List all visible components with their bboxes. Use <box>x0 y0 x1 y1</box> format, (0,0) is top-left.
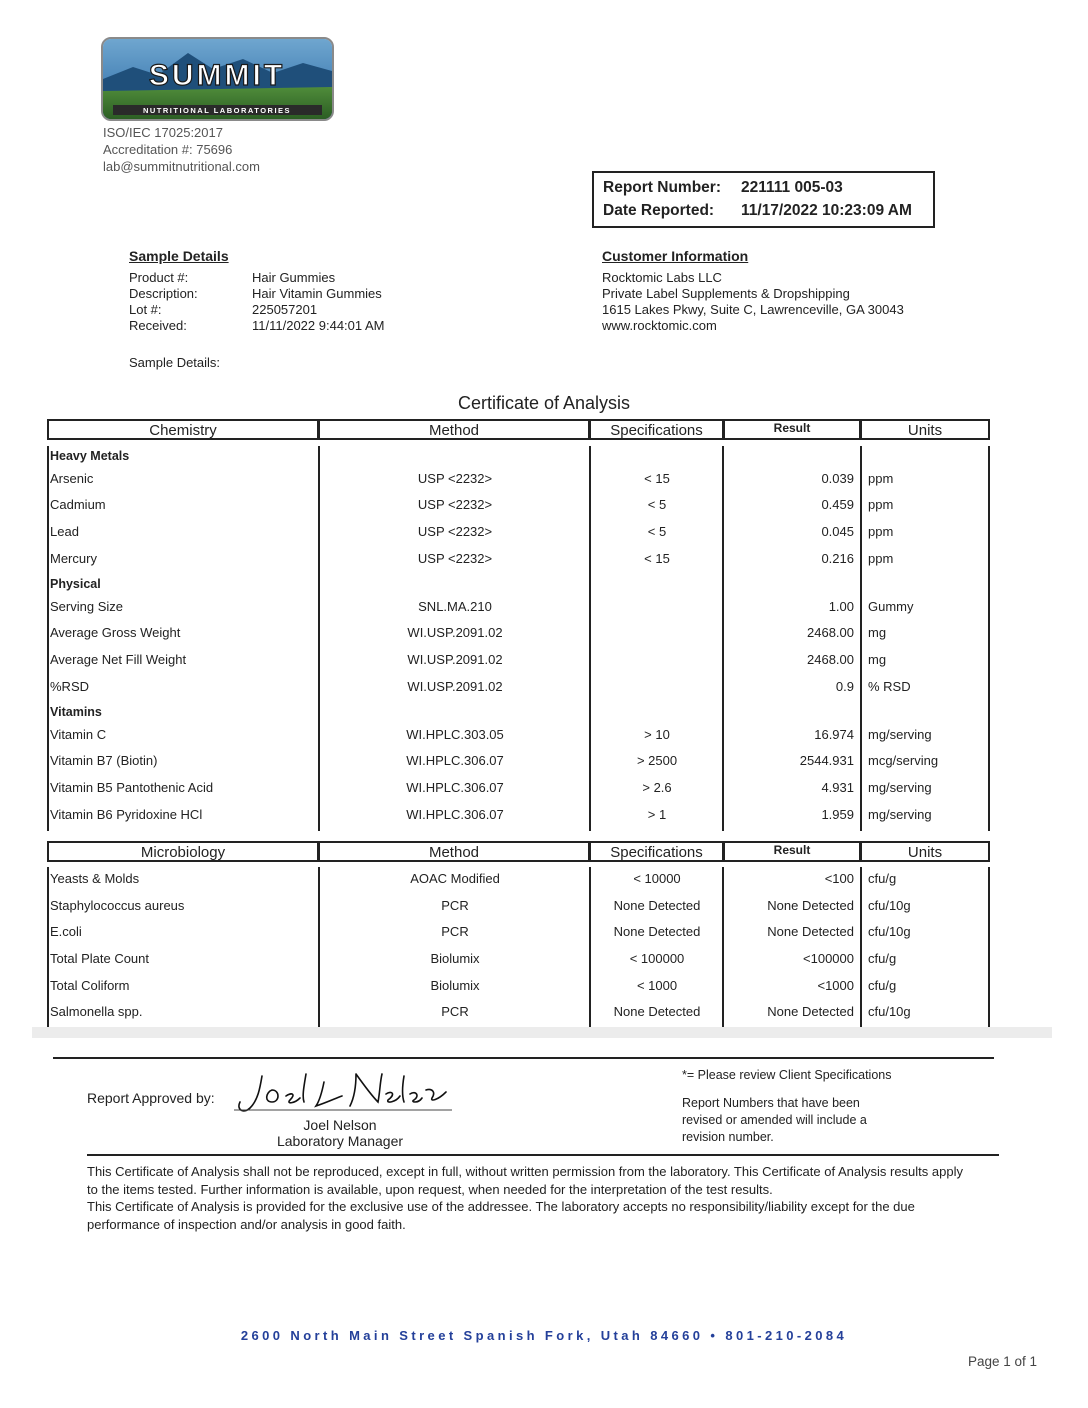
divider-bottom <box>87 1154 999 1156</box>
chem-name-cell: Vitamin B6 Pyridoxine HCl <box>50 807 203 822</box>
micro-specifications-header: Specifications <box>589 841 724 862</box>
micro-units-cell: cfu/10g <box>868 1004 911 1019</box>
specifications-header: Specifications <box>589 419 724 440</box>
chem-name-cell: Mercury <box>50 551 97 566</box>
disclaimer-line1: This Certificate of Analysis shall not be reproduced, except in full, without written permission from the laboratory. This Certificate of Analysis results apply <box>87 1164 963 1179</box>
chem-units-cell: ppm <box>868 497 894 512</box>
chem-spec-cell: < 15 <box>644 471 670 486</box>
sample-details <box>129 270 429 340</box>
chem-method-cell: WI.HPLC.306.07 <box>406 807 504 822</box>
micro-units-cell: cfu/g <box>868 871 897 886</box>
sample-details-label: Sample Details: <box>129 355 221 370</box>
micro-name-cell: Staphylococcus aureus <box>50 898 185 913</box>
description-label: Description: <box>129 286 198 301</box>
chem-name-cell: Arsenic <box>50 471 94 486</box>
chem-units-cell: ppm <box>868 524 894 539</box>
units-header: Units <box>860 419 990 440</box>
lab-info <box>103 124 260 175</box>
micro-spec-cell: None Detected <box>613 924 701 939</box>
micro-spec-cell: None Detected <box>613 898 701 913</box>
chem-method-cell: WI.HPLC.303.05 <box>406 727 504 742</box>
chem-units-cell: mg/serving <box>868 727 932 742</box>
micro-result-cell: <100000 <box>803 951 854 966</box>
category-physical: Physical <box>50 577 101 591</box>
signature <box>232 1068 454 1118</box>
product-value: Hair Gummies <box>252 270 336 285</box>
micro-name-cell: Total Plate Count <box>50 951 150 966</box>
chem-name-cell: Vitamin B7 (Biotin) <box>50 753 158 768</box>
chem-name-cell: Average Net Fill Weight <box>50 652 187 667</box>
customer-address: 1615 Lakes Pkwy, Suite C, Lawrenceville, GA 30043 <box>602 302 904 317</box>
chem-method-cell: WI.USP.2091.02 <box>407 679 503 694</box>
summit-logo <box>101 37 334 121</box>
received-value: 11/11/2022 9:44:01 AM <box>252 318 385 333</box>
chem-method-cell: WI.HPLC.306.07 <box>406 780 504 795</box>
micro-divider-4 <box>860 867 862 1027</box>
revision-note <box>682 1095 867 1146</box>
chem-method-cell: WI.USP.2091.02 <box>407 652 503 667</box>
divider-top <box>53 1057 994 1059</box>
micro-units-cell: cfu/g <box>868 951 897 966</box>
report-number: 221111 005-03 <box>741 179 843 196</box>
chem-border-left <box>47 446 49 831</box>
date-reported: 11/17/2022 10:23:09 AM <box>741 202 912 219</box>
chem-result-cell: 0.039 <box>821 471 854 486</box>
chem-result-cell: 2468.00 <box>807 625 854 640</box>
micro-border-right <box>988 867 990 1027</box>
micro-method-cell: Biolumix <box>430 978 480 993</box>
chem-result-cell: 0.216 <box>821 551 854 566</box>
micro-result-cell: None Detected <box>767 924 854 939</box>
chem-name-cell: %RSD <box>50 679 90 694</box>
micro-result-cell: <1000 <box>817 978 854 993</box>
micro-name-cell: Total Coliform <box>50 978 130 993</box>
chem-method-cell: WI.HPLC.306.07 <box>406 753 504 768</box>
micro-units-cell: cfu/g <box>868 978 897 993</box>
approver-name: Joel Nelson <box>303 1117 377 1133</box>
micro-units-cell: cfu/10g <box>868 924 911 939</box>
chem-method-cell: WI.USP.2091.02 <box>407 625 503 640</box>
customer-website: www.rocktomic.com <box>602 318 717 333</box>
chem-name-cell: Vitamin B5 Pantothenic Acid <box>50 780 214 795</box>
chem-spec-cell: > 10 <box>644 727 670 742</box>
chem-method-cell: USP <2232> <box>417 524 493 539</box>
chem-units-cell: Gummy <box>868 599 914 614</box>
iso-accreditation: ISO/IEC 17025:2017 <box>103 125 223 140</box>
chem-method-cell: USP <2232> <box>417 551 493 566</box>
chem-result-cell: 4.931 <box>821 780 854 795</box>
chem-units-cell: % RSD <box>868 679 911 694</box>
category-heavy-metals: Heavy Metals <box>50 449 130 463</box>
chem-spec-cell: > 1 <box>647 807 667 822</box>
micro-method-header: Method <box>318 841 590 862</box>
micro-spec-cell: None Detected <box>613 1004 701 1019</box>
micro-divider-3 <box>722 867 724 1027</box>
disclaimer-line2: to the items tested. Further information is available, upon request, when needed for the interpretation of the test results. <box>87 1181 773 1197</box>
customer-name: Rocktomic Labs LLC <box>602 270 722 285</box>
micro-divider-1 <box>318 867 320 1027</box>
chem-units-cell: ppm <box>868 551 894 566</box>
chem-result-cell: 0.045 <box>821 524 854 539</box>
accreditation-number: Accreditation #: 75696 <box>103 142 233 157</box>
description-value: Hair Vitamin Gummies <box>252 286 382 301</box>
micro-method-cell: PCR <box>441 924 469 939</box>
chem-name-cell: Lead <box>50 524 79 539</box>
micro-result-cell: None Detected <box>767 1004 854 1019</box>
lot-label: Lot #: <box>129 302 162 317</box>
chem-name-cell: Serving Size <box>50 599 123 614</box>
micro-method-cell: Biolumix <box>430 951 480 966</box>
report-number-label: Report Number: <box>603 179 721 196</box>
category-vitamins: Vitamins <box>50 705 102 719</box>
chem-units-cell: ppm <box>868 471 894 486</box>
microbiology-header: Microbiology <box>47 841 319 862</box>
chem-result-cell: 1.959 <box>821 807 854 822</box>
chem-result-cell: 0.9 <box>835 679 854 694</box>
chem-result-cell: 0.459 <box>821 497 854 512</box>
chem-result-cell: 1.00 <box>828 599 854 614</box>
micro-units-header: Units <box>860 841 990 862</box>
logo-tagline: NUTRITIONAL LABORATORIES <box>142 106 292 115</box>
chem-units-cell: mg/serving <box>868 780 932 795</box>
customer-tagline: Private Label Supplements & Dropshipping <box>602 286 850 301</box>
chem-spec-cell: > 2500 <box>636 753 678 768</box>
disclaimer-line4: performance of inspection and/or analysis in good faith. <box>87 1216 406 1232</box>
date-reported-label: Date Reported: <box>603 202 715 219</box>
micro-name-cell: E.coli <box>50 924 82 939</box>
micro-name-cell: Yeasts & Molds <box>50 871 140 886</box>
chem-name-cell: Vitamin C <box>50 727 107 742</box>
report-box <box>592 171 935 228</box>
micro-spec-cell: < 1000 <box>636 978 678 993</box>
table-bottom-band <box>32 1027 1052 1038</box>
disclaimer-line3: This Certificate of Analysis is provided for the exclusive use of the addressee. The laboratory accepts no responsibility/liability except for the due <box>87 1199 915 1214</box>
revision-note-line1: Report Numbers that have been <box>682 1096 860 1110</box>
sample-details-heading: Sample Details <box>129 248 229 264</box>
chem-units-cell: mg/serving <box>868 807 932 822</box>
micro-name-cell: Salmonella spp. <box>50 1004 143 1019</box>
chem-units-cell: mg <box>868 652 887 667</box>
micro-divider-2 <box>589 867 591 1027</box>
micro-method-cell: PCR <box>441 898 469 913</box>
micro-units-cell: cfu/10g <box>868 898 911 913</box>
micro-spec-cell: < 100000 <box>629 951 685 966</box>
chem-method-cell: SNL.MA.210 <box>418 599 492 614</box>
approved-by-label: Report Approved by: <box>87 1090 215 1106</box>
micro-result-cell: <100 <box>824 871 854 886</box>
micro-method-cell: PCR <box>441 1004 469 1019</box>
client-spec-note: *= Please review Client Specifications <box>682 1068 892 1082</box>
chem-spec-cell: < 15 <box>644 551 670 566</box>
chem-spec-cell: < 5 <box>647 497 667 512</box>
micro-border-left <box>47 867 49 1027</box>
page-number: Page 1 of 1 <box>968 1354 1038 1369</box>
chem-border-right <box>988 446 990 831</box>
revision-note-line2: revised or amended will include a <box>682 1113 867 1127</box>
chem-spec-cell: < 5 <box>647 524 667 539</box>
chem-units-cell: mcg/serving <box>868 753 939 768</box>
certificate-title: Certificate of Analysis <box>457 393 631 413</box>
logo-wordmark: SUMMIT <box>148 59 286 92</box>
chem-result-cell: 16.974 <box>814 727 854 742</box>
micro-spec-cell: < 10000 <box>633 871 681 886</box>
customer-info-heading: Customer Information <box>602 248 749 264</box>
chem-method-cell: USP <2232> <box>417 471 493 486</box>
chem-units-cell: mg <box>868 625 887 640</box>
chem-spec-cell: > 2.6 <box>642 780 672 795</box>
disclaimer <box>87 1163 987 1233</box>
chem-method-cell: USP <2232> <box>417 497 493 512</box>
received-label: Received: <box>129 318 187 333</box>
chem-name-cell: Average Gross Weight <box>50 625 181 640</box>
chemistry-header: Chemistry <box>47 419 319 440</box>
micro-result-cell: None Detected <box>767 898 854 913</box>
revision-note-line3: revision number. <box>682 1130 774 1144</box>
approver-role: Laboratory Manager <box>276 1133 404 1149</box>
lot-value: 225057201 <box>252 302 318 317</box>
chem-divider-4 <box>860 446 862 831</box>
lab-email: lab@summitnutritional.com <box>103 159 260 174</box>
customer-info <box>602 270 904 334</box>
lab-address: 2600 North Main Street Spanish Fork, Utah 84660 • 801-210-2084 <box>240 1328 848 1343</box>
chem-result-cell: 2544.931 <box>799 753 854 768</box>
product-label: Product #: <box>129 270 189 285</box>
result-header: Result <box>723 419 861 440</box>
chem-result-cell: 2468.00 <box>807 652 854 667</box>
micro-result-header: Result <box>723 841 861 862</box>
method-header: Method <box>318 419 590 440</box>
chem-name-cell: Cadmium <box>50 497 106 512</box>
micro-method-cell: AOAC Modified <box>410 871 500 886</box>
